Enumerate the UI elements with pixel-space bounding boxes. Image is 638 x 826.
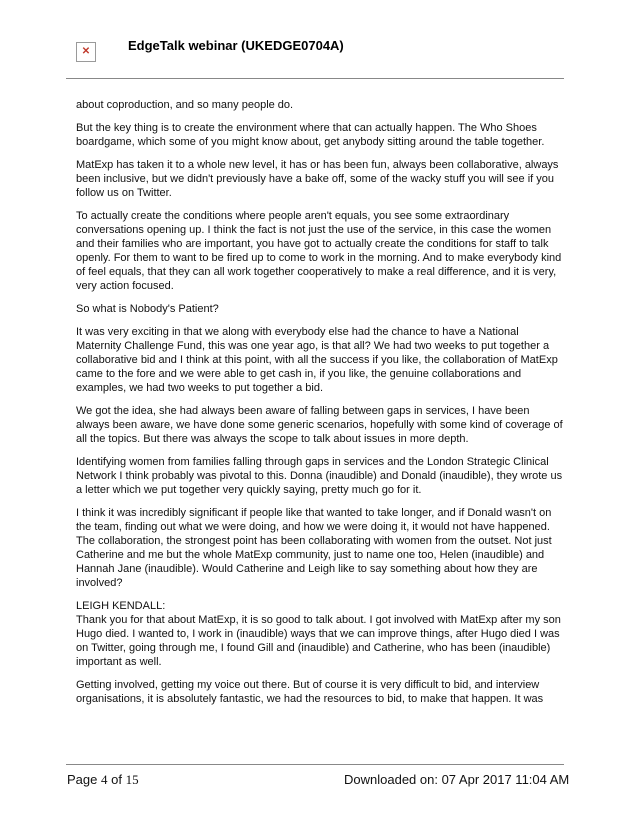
page-label: Page xyxy=(67,772,98,787)
paragraph: Identifying women from families falling through gaps in services and the London Strategic Clinical Network I think probably was pivotal to this. Donna (inaudible) and Donald (inaudible), they wrote us a letter which we put together very quickly saying, pretty much go for it. xyxy=(76,456,563,496)
paragraph: I think it was incredibly significant if people like that wanted to take longer, and if Donald wasn't on the team, finding out what we were doing, and how we were doing it, it would not have happened. The collaboration, the strongest point has been collaborating with women from the outset. Not just Catherine and me but the whole MatExp community, just to name one too, Helen (inaudible) and Hannah Jane (inaudible). Would Catherine and Leigh like to say something about how they are involved? xyxy=(76,507,552,589)
page-current: 4 xyxy=(101,772,108,787)
page-of: of xyxy=(111,772,122,787)
broken-image-icon: ✕ xyxy=(76,42,96,62)
paragraph: To actually create the conditions where people aren't equals, you see some extraordinary conversations opening up. I think the fact is not just the use of the service, in this case the women and their families who are important, you have got to actually create the conditions for staff to talk openly. For them to want to be fired up to come to work in the morning. And to make everybody kind of feel equals, that they can all work together cooperatively to make a real difference, and it is very, very action focused. xyxy=(76,210,562,292)
document-title: EdgeTalk webinar (UKEDGE0704A) xyxy=(128,38,344,53)
paragraph: So what is Nobody's Patient? xyxy=(76,303,219,315)
page-number xyxy=(67,772,139,788)
paragraph: MatExp has taken it to a whole new level, it has or has been fun, always been collaborative, always been inclusive, but we didn't previously have a bake off, some of the wacky stuff you will see if you follow us on Twitter. xyxy=(76,159,559,199)
page-total: 15 xyxy=(125,772,139,787)
transcript-body xyxy=(76,98,566,715)
paragraph: We got the idea, she had always been aware of falling between gaps in services, I have been always been aware, we have done some generic scenarios, hopefully with some kind of coverage of all the topics. But there was always the scope to talk about issues in more depth. xyxy=(76,405,563,445)
speaker-label: LEIGH KENDALL: xyxy=(76,600,166,612)
header-divider xyxy=(66,78,564,79)
paragraph: about coproduction, and so many people do. xyxy=(76,99,294,111)
paragraph: It was very exciting in that we along with everybody else had the chance to have a National Maternity Challenge Fund, this was one year ago, is that all? We had two weeks to put together a collaborative bid and I think at this point, with all the success if you like, the collaboration of MatExp came to the fore and we were able to get cash in, if you like, the genuine collaborations and examples, we had two weeks to put together a bid. xyxy=(76,326,558,394)
paragraph: But the key thing is to create the environment where that can actually happen. The Who Shoes boardgame, which some of you might know about, get anybody sitting around the table together. xyxy=(76,122,545,148)
paragraph: Thank you for that about MatExp, it is so good to talk about. I got involved with MatExp after my son Hugo died. I wanted to, I work in (inaudible) ways that we can improve things, after Hugo died I was on Twitter, going through me, I found Gill and (inaudible) and Catherine, who has been (inaudible) important as well. xyxy=(76,614,561,668)
paragraph: Getting involved, getting my voice out there. But of course it is very difficult to bid, and interview organisations, it is absolutely fantastic, we had the resources to bid, to make that happen. It was xyxy=(76,679,544,705)
footer-divider xyxy=(66,764,564,765)
download-timestamp: Downloaded on: 07 Apr 2017 11:04 AM xyxy=(344,772,570,787)
